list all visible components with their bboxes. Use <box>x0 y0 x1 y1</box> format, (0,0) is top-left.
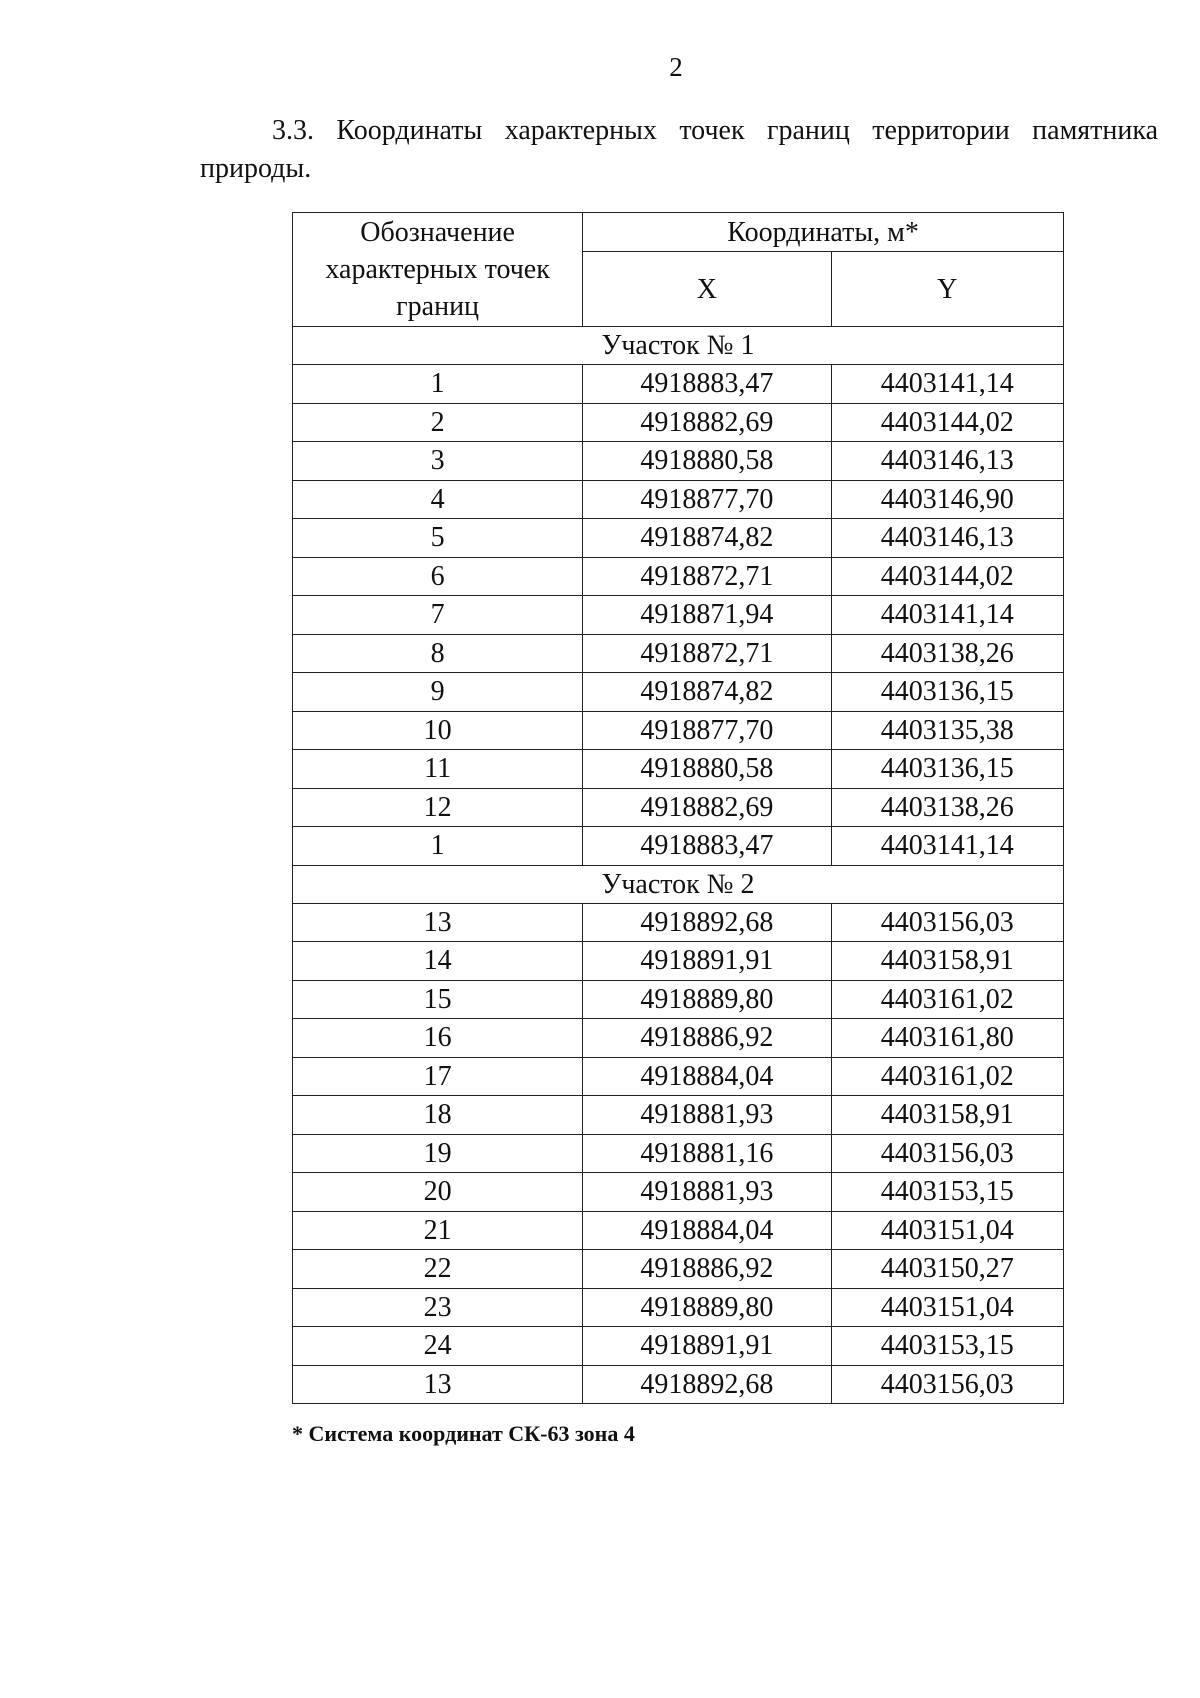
y-coordinate-cell: 4403146,90 <box>831 480 1063 519</box>
y-coordinate-cell: 4403135,38 <box>831 711 1063 750</box>
page-number: 2 <box>669 52 683 82</box>
table-row <box>293 1365 1064 1404</box>
table-row <box>293 1057 1064 1096</box>
y-coordinate-cell: 4403144,02 <box>831 557 1063 596</box>
table-row <box>293 711 1064 750</box>
section-number: 3.3. <box>272 115 314 146</box>
section-title: Участок № 2 <box>293 865 1064 903</box>
section-title: Координаты характерных точек границ территории памятника природы. <box>200 115 1158 184</box>
y-coordinate-cell: 4403153,15 <box>831 1173 1063 1212</box>
table-row <box>293 442 1064 481</box>
x-coordinate-cell: 4918877,70 <box>583 480 831 519</box>
y-coordinate-cell: 4403136,15 <box>831 750 1063 789</box>
x-coordinate-cell: 4918874,82 <box>583 673 831 712</box>
table-row <box>293 1173 1064 1212</box>
y-coordinate-cell: 4403141,14 <box>831 827 1063 866</box>
y-coordinate-cell: 4403141,14 <box>831 365 1063 404</box>
x-coordinate-cell: 4918892,68 <box>583 903 831 942</box>
y-coordinate-cell: 4403161,80 <box>831 1019 1063 1058</box>
x-coordinate-cell: 4918881,93 <box>583 1096 831 1135</box>
y-coordinate-cell: 4403138,26 <box>831 634 1063 673</box>
x-coordinate-cell: 4918884,04 <box>583 1057 831 1096</box>
table-row <box>293 1288 1064 1327</box>
x-coordinate-cell: 4918881,16 <box>583 1134 831 1173</box>
point-cell: 7 <box>293 596 583 635</box>
x-coordinate-cell: 4918880,58 <box>583 442 831 481</box>
x-coordinate-cell: 4918886,92 <box>583 1250 831 1289</box>
table-row <box>293 942 1064 981</box>
table-row <box>293 557 1064 596</box>
table-row <box>293 750 1064 789</box>
section-title: Участок № 1 <box>293 327 1064 365</box>
x-coordinate-cell: 4918880,58 <box>583 750 831 789</box>
point-cell: 9 <box>293 673 583 712</box>
point-cell: 18 <box>293 1096 583 1135</box>
x-coordinate-cell: 4918883,47 <box>583 827 831 866</box>
point-cell: 19 <box>293 1134 583 1173</box>
table-row <box>293 903 1064 942</box>
y-coordinate-cell: 4403136,15 <box>831 673 1063 712</box>
point-cell: 24 <box>293 1327 583 1366</box>
point-cell: 14 <box>293 942 583 981</box>
table-body <box>293 327 1064 1404</box>
y-coordinate-cell: 4403151,04 <box>831 1211 1063 1250</box>
footnote: * Система координат СК-63 зона 4 <box>292 1421 635 1446</box>
table-row <box>293 1134 1064 1173</box>
point-cell: 21 <box>293 1211 583 1250</box>
y-coordinate-cell: 4403156,03 <box>831 903 1063 942</box>
table-row <box>293 980 1064 1019</box>
section-row <box>293 865 1064 903</box>
point-cell: 15 <box>293 980 583 1019</box>
y-coordinate-cell: 4403146,13 <box>831 442 1063 481</box>
y-coordinate-cell: 4403138,26 <box>831 788 1063 827</box>
x-coordinate-cell: 4918889,80 <box>583 1288 831 1327</box>
table-row <box>293 365 1064 404</box>
point-cell: 1 <box>293 365 583 404</box>
point-cell: 23 <box>293 1288 583 1327</box>
y-coordinate-cell: 4403150,27 <box>831 1250 1063 1289</box>
point-cell: 13 <box>293 903 583 942</box>
table-row <box>293 1211 1064 1250</box>
y-coordinate-cell: 4403146,13 <box>831 519 1063 558</box>
point-cell: 17 <box>293 1057 583 1096</box>
table-row <box>293 480 1064 519</box>
y-coordinate-cell: 4403158,91 <box>831 942 1063 981</box>
table-row <box>293 673 1064 712</box>
point-cell: 10 <box>293 711 583 750</box>
x-coordinate-cell: 4918881,93 <box>583 1173 831 1212</box>
section-row <box>293 327 1064 365</box>
point-cell: 8 <box>293 634 583 673</box>
point-cell: 13 <box>293 1365 583 1404</box>
point-cell: 6 <box>293 557 583 596</box>
point-cell: 5 <box>293 519 583 558</box>
table-row <box>293 634 1064 673</box>
table-row <box>293 1250 1064 1289</box>
header-x: X <box>583 252 831 327</box>
point-cell: 16 <box>293 1019 583 1058</box>
y-coordinate-cell: 4403161,02 <box>831 1057 1063 1096</box>
x-coordinate-cell: 4918889,80 <box>583 980 831 1019</box>
x-coordinate-cell: 4918872,71 <box>583 557 831 596</box>
y-coordinate-cell: 4403156,03 <box>831 1134 1063 1173</box>
y-coordinate-cell: 4403156,03 <box>831 1365 1063 1404</box>
y-coordinate-cell: 4403158,91 <box>831 1096 1063 1135</box>
y-coordinate-cell: 4403141,14 <box>831 596 1063 635</box>
table-row <box>293 827 1064 866</box>
table-row <box>293 1019 1064 1058</box>
section-heading <box>200 112 1158 188</box>
header-coordinates: Координаты, м* <box>583 213 1064 252</box>
x-coordinate-cell: 4918871,94 <box>583 596 831 635</box>
header-y: Y <box>831 252 1063 327</box>
x-coordinate-cell: 4918891,91 <box>583 1327 831 1366</box>
point-cell: 22 <box>293 1250 583 1289</box>
y-coordinate-cell: 4403153,15 <box>831 1327 1063 1366</box>
table-row <box>293 788 1064 827</box>
x-coordinate-cell: 4918877,70 <box>583 711 831 750</box>
x-coordinate-cell: 4918882,69 <box>583 788 831 827</box>
point-cell: 11 <box>293 750 583 789</box>
point-cell: 3 <box>293 442 583 481</box>
point-cell: 4 <box>293 480 583 519</box>
table-row <box>293 519 1064 558</box>
point-cell: 20 <box>293 1173 583 1212</box>
x-coordinate-cell: 4918884,04 <box>583 1211 831 1250</box>
x-coordinate-cell: 4918891,91 <box>583 942 831 981</box>
table-row <box>293 1327 1064 1366</box>
y-coordinate-cell: 4403151,04 <box>831 1288 1063 1327</box>
x-coordinate-cell: 4918882,69 <box>583 403 831 442</box>
coordinates-table <box>292 212 1064 1404</box>
point-cell: 12 <box>293 788 583 827</box>
y-coordinate-cell: 4403161,02 <box>831 980 1063 1019</box>
point-cell: 1 <box>293 827 583 866</box>
x-coordinate-cell: 4918883,47 <box>583 365 831 404</box>
x-coordinate-cell: 4918874,82 <box>583 519 831 558</box>
table-row <box>293 596 1064 635</box>
point-cell: 2 <box>293 403 583 442</box>
header-point-designation: Обозначение характерных точек границ <box>293 213 583 327</box>
y-coordinate-cell: 4403144,02 <box>831 403 1063 442</box>
x-coordinate-cell: 4918892,68 <box>583 1365 831 1404</box>
x-coordinate-cell: 4918872,71 <box>583 634 831 673</box>
table-row <box>293 1096 1064 1135</box>
table-row <box>293 403 1064 442</box>
x-coordinate-cell: 4918886,92 <box>583 1019 831 1058</box>
